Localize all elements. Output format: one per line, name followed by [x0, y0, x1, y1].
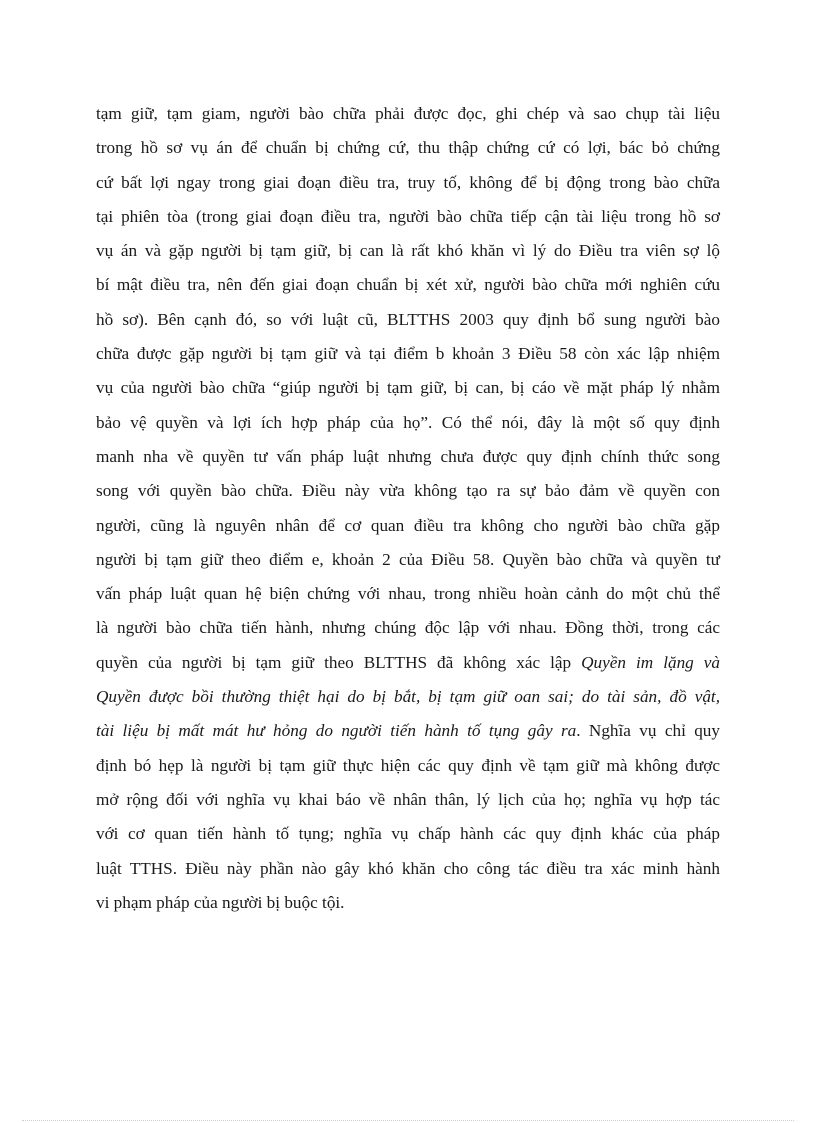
italic-segment: Quyền im lặng và	[581, 652, 720, 672]
text-line-mixed	[96, 714, 720, 748]
text-line: tạm giữ, tạm giam, người bào chữa phải được đọc, ghi chép và sao chụp tài liệu	[96, 104, 720, 123]
text-line: là người bào chữa tiến hành, nhưng chúng độc lập với nhau. Đồng thời, trong các	[96, 618, 720, 638]
page-bottom-divider	[22, 1120, 794, 1121]
text-line: cứ bất lợi ngay trong giai đoạn điều tra, truy tố, không để bị động trong bào chữa	[96, 172, 720, 192]
text-line: mở rộng đối với nghĩa vụ khai báo về nhân thân, lý lịch của họ; nghĩa vụ hợp tác	[96, 789, 720, 809]
text-line: tại phiên tòa (trong giai đoạn điều tra, người bào chữa tiếp cận tài liệu trong hồ sơ	[96, 206, 720, 226]
text-line: vụ của người bào chữa “giúp người bị tạm giữ, bị can, bị cáo về mặt pháp lý nhằm	[96, 378, 720, 398]
text-line: song với quyền bào chữa. Điều này vừa không tạo ra sự bảo đảm về quyền con	[96, 481, 720, 501]
text-segment: . Nghĩa vụ chỉ quy	[576, 721, 720, 741]
italic-segment: tài liệu bị mất mát hư hỏng do người tiến hành tố tụng gây ra	[96, 721, 577, 741]
text-line: hồ sơ). Bên cạnh đó, so với luật cũ, BLTTHS 2003 quy định bổ sung người bào	[96, 309, 720, 329]
text-line: bảo vệ quyền và lợi ích hợp pháp của họ”. Có thể nói, đây là một số quy định	[96, 412, 720, 432]
text-line: định bó hẹp là người bị tạm giữ thực hiện các quy định về tạm giữ mà không được	[96, 755, 720, 775]
text-line: luật TTHS. Điều này phần nào gây khó khăn cho công tác điều tra xác minh hành	[96, 858, 720, 878]
text-line: với cơ quan tiến hành tố tụng; nghĩa vụ chấp hành các quy định khác của pháp	[96, 824, 720, 844]
body-paragraph	[96, 97, 720, 920]
text-line: vụ án và gặp người bị tạm giữ, bị can là rất khó khăn vì lý do Điều tra viên sợ lộ	[96, 241, 720, 261]
text-segment: quyền của người bị tạm giữ theo BLTTHS đã không xác lập	[96, 652, 582, 672]
text-line: trong hồ sơ vụ án để chuẩn bị chứng cứ, thu thập chứng cứ có lợi, bác bỏ chứng	[96, 138, 720, 158]
text-line-mixed	[96, 646, 720, 680]
text-line: manh nha về quyền tư vấn pháp luật nhưng chưa được quy định chính thức song	[96, 446, 720, 466]
text-line: chữa được gặp người bị tạm giữ và tại điểm b khoản 3 Điều 58 còn xác lập nhiệm	[96, 344, 720, 364]
text-line: người, cũng là nguyên nhân để cơ quan điều tra không cho người bào chữa gặp	[96, 515, 720, 535]
text-line: bí mật điều tra, nên đến giai đoạn chuẩn bị xét xử, người bào chữa mới nghiên cứu	[96, 275, 720, 295]
text-line-last: vi phạm pháp của người bị buộc tội.	[96, 892, 345, 912]
text-line: vấn pháp luật quan hệ biện chứng với nhau, trong nhiều hoàn cảnh do một chủ thể	[96, 584, 720, 604]
text-line: người bị tạm giữ theo điểm e, khoản 2 của Điều 58. Quyền bào chữa và quyền tư	[96, 549, 720, 569]
italic-text-line: Quyền được bồi thường thiệt hại do bị bắt, bị tạm giữ oan sai; do tài sản, đồ vật,	[96, 687, 720, 707]
